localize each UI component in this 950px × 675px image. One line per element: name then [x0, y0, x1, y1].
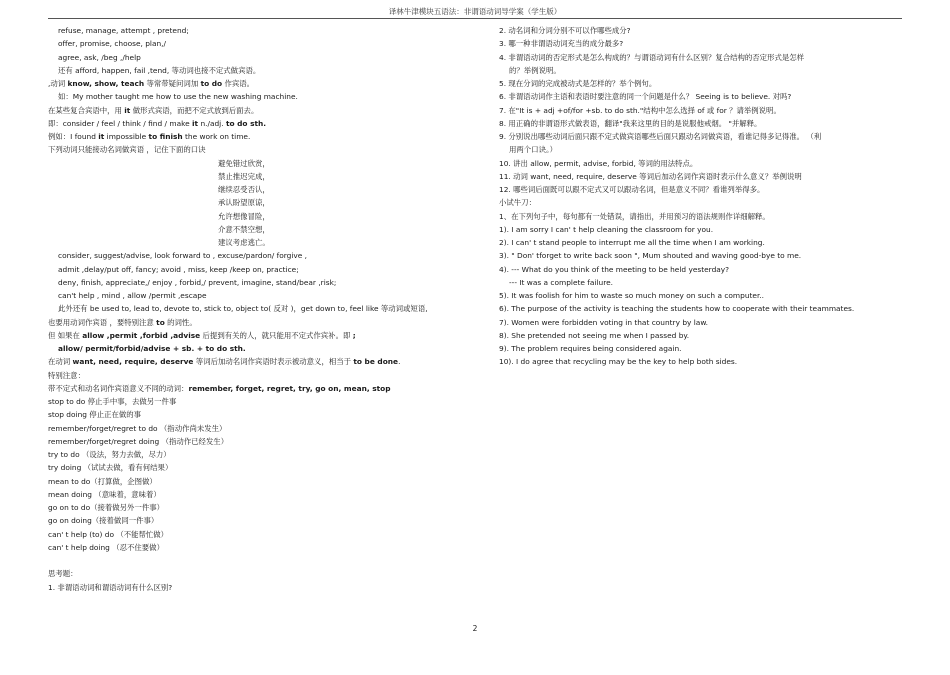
- usage-pair: go on to do（接着做另外一件事）: [48, 503, 165, 512]
- usage-pair: try doing （试试去做，看有何结果）: [48, 463, 173, 473]
- rule-formal-object-pattern: 即：consider / feel / think / find / make it n./adj. to do sth.: [48, 118, 267, 128]
- spacer: [48, 554, 488, 567]
- think-question: 11. 动词 want, need, require, deserve 等词后加动名词作宾语时表示什么意义？举例说明: [499, 171, 802, 181]
- think-question-cont: 用两个口诀。）: [509, 145, 558, 155]
- mnemonic-line: 介意不禁空想，: [218, 224, 270, 234]
- think-question: 4. 非谓语动词的否定形式是怎么构成的？与谓语动词有什么区别？复合结构的否定形式是怎样: [499, 52, 805, 62]
- usage-pair: remember/forget/regret doing （指动作已经发生）: [48, 436, 229, 446]
- usage-pair: go on doing（接着做同一件事）: [48, 516, 159, 526]
- think-question: 5. 现在分词的完成被动式是怎样的？举个例句。: [499, 79, 657, 88]
- page-header: 译林牛津模块五语法：非谓语动词导学案（学生版）: [388, 7, 562, 16]
- think-question: 3. 哪一种非谓语动词充当的成分最多?: [499, 39, 624, 49]
- dual-object-verbs: 带不定式和动名词作宾语意义不同的动词：remember, forget, regret, try, go on, mean, stop: [48, 383, 391, 393]
- mnemonic-line: 允许想像冒险，: [218, 211, 270, 221]
- mnemonic-line: 继续忍受否认，: [218, 185, 270, 194]
- exercise-sentence: 9). The problem requires being considered again.: [499, 344, 682, 353]
- example-sentence: 如：My mother taught me how to use the new washing machine.: [58, 92, 298, 102]
- think-question: 2. 动名词和分词分别不可以作哪些成分?: [499, 26, 631, 35]
- exercise-sentence: 4). --- What do you think of the meeting to be held yesterday?: [499, 264, 730, 274]
- mnemonic-line: 建议考虑逃亡。: [218, 238, 270, 247]
- exercise-sentence: 5). It was foolish for him to waste so much money on such a computer..: [499, 291, 765, 300]
- mnemonic-line: 避免错过欣赏，: [218, 158, 270, 168]
- think-question: 8. 用正确的非谓语形式做表语，翻译"我来这里的目的是说服他戒烟。 "并解释。: [499, 118, 762, 128]
- gerund-verb-list: can't help , mind , allow /permit ,escape: [58, 291, 207, 300]
- gerund-verb-list: admit ,delay/put off, fancy; avoid , miss, keep /keep on, practice;: [58, 264, 299, 274]
- exercise-sentence: 7). Women were forbidden voting in that country by law.: [499, 317, 709, 327]
- exercise-sentence-cont: --- It was a complete failure.: [509, 277, 613, 287]
- page-number: 2: [472, 624, 478, 633]
- phrase-note: 也要用动词作宾语 ，要特别注意 to 的词性。: [48, 317, 197, 327]
- passive-gerund-rule: 在动词 want, need, require, deserve 等词后加动名词作宾语时表示被动意义，相当于 to be done.: [48, 357, 401, 367]
- usage-pair: mean to do（打算做，企图做）: [48, 476, 157, 486]
- think-question: 9. 分别说出哪些动词后面只跟不定式做宾语哪些后面只跟动名词做宾语，看谁记得多记得准。 （利: [499, 132, 822, 141]
- exercise-sentence: 10). I do agree that recycling may be the key to help both sides.: [499, 357, 738, 367]
- test-instruction: 1、在下列句子中，每句都有一处错误，请指出，并用预习的语法规则作详细解释。: [499, 211, 770, 221]
- verb-list-line: offer, promise, choose, plan,/: [58, 39, 167, 49]
- usage-pair: stop to do 停止手中事，去做另一件事: [48, 397, 177, 406]
- allow-permit-pattern: allow/ permit/forbid/advise + sb. + to do sth.: [58, 344, 246, 353]
- think-question: 7. 在"It is + adj +of/for +sb. to do sth."结构中怎么选择 of 或 for ？请举例说明。: [499, 105, 781, 115]
- usage-pair: remember/forget/regret to do （指动作尚未发生）: [48, 423, 227, 433]
- think-question: 6. 非谓语动词作主语和表语时要注意的同一个问题是什么？ Seeing is to believe. 对吗?: [499, 92, 792, 102]
- usage-pair: can' t help doing （忍不住要做）: [48, 542, 164, 552]
- exercise-sentence: 8). She pretended not seeing me when I passed by.: [499, 330, 690, 340]
- phrase-list: 此外还有 be used to, lead to, devote to, stick to, object to( 反对 )，get down to, feel like 等动词或短语,: [58, 304, 428, 314]
- mnemonic-line: 禁止推迟完成，: [218, 171, 270, 181]
- allow-permit-rule: 但 如果在 allow ,permit ,forbid ,advise 后提到有关的人，就只能用不定式作宾补。即 ;: [48, 330, 356, 340]
- rule-formal-object: 在某些复合宾语中，用 it 做形式宾语，而把不定式放到后面去。: [48, 105, 259, 115]
- left-column: [48, 24, 488, 594]
- exercise-sentence: 3). " Don' tforget to write back soon ", Mum shouted and waving good-bye to me.: [499, 251, 802, 261]
- example-sentence: 例如：I found it impossible to finish the work on time.: [48, 132, 251, 141]
- usage-pair: can' t help (to) do （不能帮忙做）: [48, 529, 169, 539]
- mnemonic-line: 承认盼望原谅，: [218, 198, 270, 208]
- right-column: [499, 24, 909, 369]
- think-question: 12. 哪些词后面既可以跟不定式又可以跟动名词，但是意义不同？看谁列举得多。: [499, 185, 765, 194]
- think-question-cont: 的？举例说明。: [509, 65, 561, 75]
- usage-pair: stop doing 停止正在做的事: [48, 410, 142, 420]
- think-title: 思考题：: [48, 569, 78, 579]
- think-question: 1. 非谓语动词和谓语动词有什么区别?: [48, 582, 173, 592]
- rule-know-show-teach: ,动词 know, show, teach 等常带疑问词加 to do 作宾语。: [48, 79, 255, 88]
- verb-list-line: 还有 afford, happen, fail ,tend, 等动词也接不定式做宾语。: [58, 65, 261, 75]
- header-rule: [48, 18, 902, 19]
- gerund-verb-list: consider, suggest/advise, look forward to , excuse/pardon/ forgive ,: [58, 251, 308, 261]
- verb-list-line: refuse, manage, attempt , pretend;: [58, 26, 189, 35]
- exercise-sentence: 6). The purpose of the activity is teaching the students how to cooperate with their teammates.: [499, 304, 855, 314]
- verb-list-line: agree, ask, /beg ,/help: [58, 52, 141, 62]
- test-title: 小试牛刀：: [499, 198, 536, 208]
- gerund-only-heading: 下列动词只能接动名词做宾语 ，记住下面的口诀: [48, 145, 206, 155]
- think-question: 10. 讲出 allow, permit, advise, forbid, 等词的用法特点。: [499, 158, 698, 168]
- special-note-title: 特别注意：: [48, 370, 85, 380]
- usage-pair: mean doing （意味着，意味着）: [48, 489, 161, 499]
- exercise-sentence: 2). I can' t stand people to interrupt me all the time when I am working.: [499, 238, 765, 247]
- usage-pair: try to do （设法，努力去做，尽力）: [48, 450, 171, 459]
- gerund-verb-list: deny, finish, appreciate,/ enjoy , forbid,/ prevent, imagine, stand/bear ,risk;: [58, 277, 337, 287]
- exercise-sentence: 1). I am sorry I can' t help cleaning the classroom for you.: [499, 224, 714, 234]
